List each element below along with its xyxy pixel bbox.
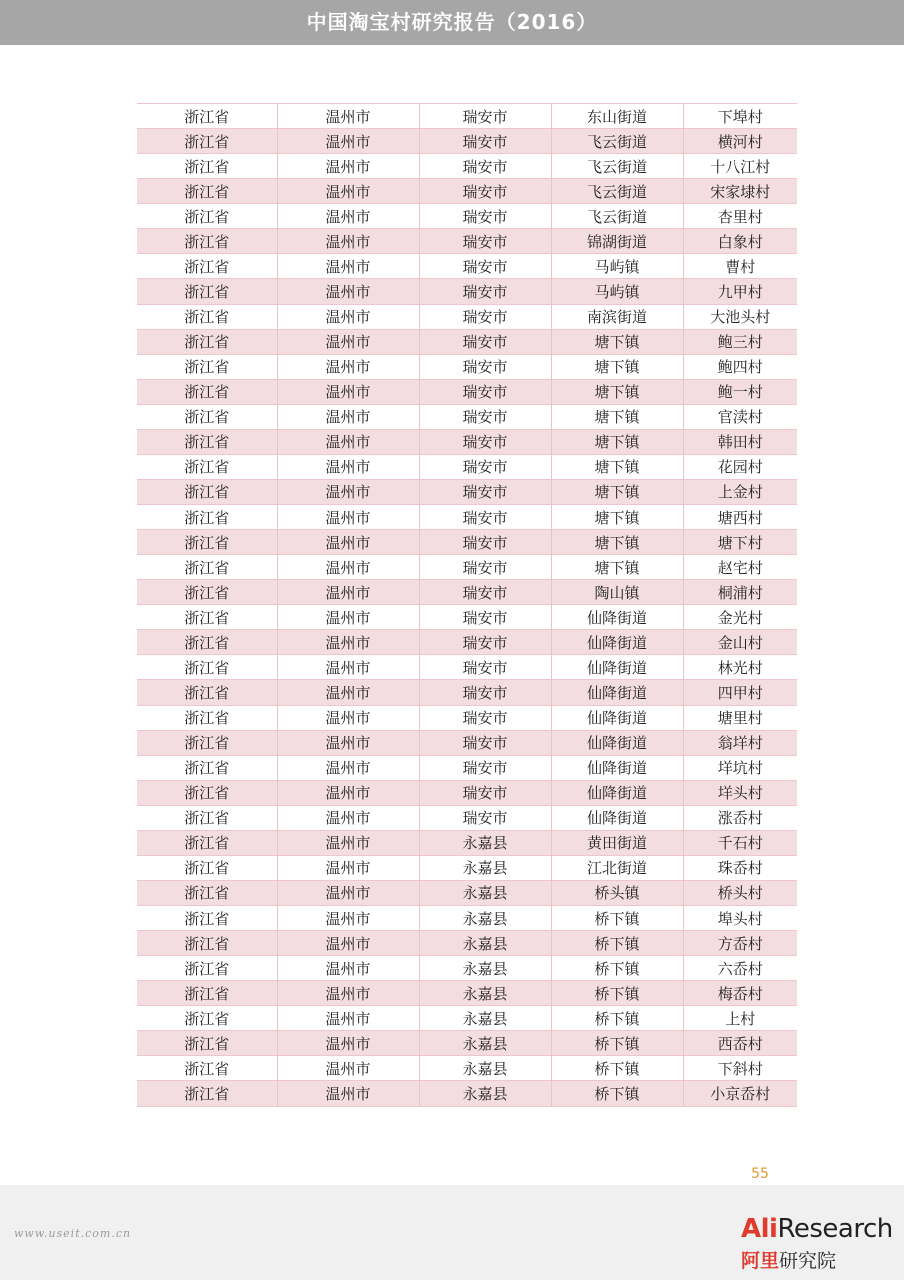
county-cell: 瑞安市 [419, 530, 551, 555]
town-cell: 仙降街道 [551, 630, 683, 655]
city-cell: 温州市 [277, 906, 419, 931]
city-cell: 温州市 [277, 880, 419, 905]
village-cell: 塘里村 [683, 705, 797, 730]
village-cell: 韩田村 [683, 429, 797, 454]
county-cell: 永嘉县 [419, 956, 551, 981]
province-cell: 浙江省 [137, 931, 277, 956]
city-cell: 温州市 [277, 956, 419, 981]
village-cell: 方岙村 [683, 931, 797, 956]
county-cell: 永嘉县 [419, 931, 551, 956]
table-row [137, 454, 797, 479]
table-row [137, 981, 797, 1006]
city-cell: 温州市 [277, 104, 419, 129]
table-row [137, 580, 797, 605]
city-cell: 温州市 [277, 454, 419, 479]
county-cell: 瑞安市 [419, 730, 551, 755]
city-cell: 温州市 [277, 154, 419, 179]
province-cell: 浙江省 [137, 379, 277, 404]
village-cell: 金山村 [683, 630, 797, 655]
city-cell: 温州市 [277, 129, 419, 154]
village-cell: 上金村 [683, 479, 797, 504]
city-cell: 温州市 [277, 379, 419, 404]
province-cell: 浙江省 [137, 780, 277, 805]
county-cell: 永嘉县 [419, 906, 551, 931]
town-cell: 黄田街道 [551, 830, 683, 855]
town-cell: 马屿镇 [551, 254, 683, 279]
province-cell: 浙江省 [137, 229, 277, 254]
town-cell: 仙降街道 [551, 680, 683, 705]
village-cell: 埠头村 [683, 906, 797, 931]
table-row [137, 780, 797, 805]
province-cell: 浙江省 [137, 630, 277, 655]
city-cell: 温州市 [277, 479, 419, 504]
province-cell: 浙江省 [137, 555, 277, 580]
city-cell: 温州市 [277, 404, 419, 429]
province-cell: 浙江省 [137, 329, 277, 354]
province-cell: 浙江省 [137, 1056, 277, 1081]
city-cell: 温州市 [277, 530, 419, 555]
report-title: 中国淘宝村研究报告（2016） [306, 10, 598, 34]
county-cell: 瑞安市 [419, 479, 551, 504]
county-cell: 永嘉县 [419, 880, 551, 905]
county-cell: 瑞安市 [419, 229, 551, 254]
county-cell: 瑞安市 [419, 605, 551, 630]
province-cell: 浙江省 [137, 1006, 277, 1031]
table-row [137, 429, 797, 454]
city-cell: 温州市 [277, 780, 419, 805]
county-cell: 永嘉县 [419, 1006, 551, 1031]
county-cell: 瑞安市 [419, 404, 551, 429]
village-cell: 鲍三村 [683, 329, 797, 354]
province-cell: 浙江省 [137, 530, 277, 555]
town-cell: 桥下镇 [551, 1006, 683, 1031]
city-cell: 温州市 [277, 855, 419, 880]
province-cell: 浙江省 [137, 880, 277, 905]
county-cell: 瑞安市 [419, 204, 551, 229]
village-cell: 上村 [683, 1006, 797, 1031]
village-cell: 花园村 [683, 454, 797, 479]
province-cell: 浙江省 [137, 830, 277, 855]
county-cell: 瑞安市 [419, 329, 551, 354]
town-cell: 桥下镇 [551, 906, 683, 931]
county-cell: 永嘉县 [419, 855, 551, 880]
province-cell: 浙江省 [137, 505, 277, 530]
town-cell: 仙降街道 [551, 705, 683, 730]
province-cell: 浙江省 [137, 730, 277, 755]
province-cell: 浙江省 [137, 129, 277, 154]
county-cell: 瑞安市 [419, 279, 551, 304]
town-cell: 马屿镇 [551, 279, 683, 304]
village-cell: 九甲村 [683, 279, 797, 304]
city-cell: 温州市 [277, 505, 419, 530]
table-row [137, 354, 797, 379]
aliresearch-logo: AliResearch [741, 1214, 893, 1244]
village-cell: 小京岙村 [683, 1081, 797, 1106]
table-row [137, 329, 797, 354]
city-cell: 温州市 [277, 630, 419, 655]
county-cell: 永嘉县 [419, 1081, 551, 1106]
table-row [137, 1056, 797, 1081]
province-cell: 浙江省 [137, 906, 277, 931]
province-cell: 浙江省 [137, 1081, 277, 1106]
county-cell: 瑞安市 [419, 780, 551, 805]
province-cell: 浙江省 [137, 479, 277, 504]
town-cell: 仙降街道 [551, 730, 683, 755]
province-cell: 浙江省 [137, 655, 277, 680]
village-cell: 金光村 [683, 605, 797, 630]
table-row [137, 755, 797, 780]
town-cell: 南滨街道 [551, 304, 683, 329]
table-row [137, 680, 797, 705]
town-cell: 桥下镇 [551, 956, 683, 981]
city-cell: 温州市 [277, 179, 419, 204]
village-cell: 十八江村 [683, 154, 797, 179]
village-cell: 塘下村 [683, 530, 797, 555]
table-row [137, 830, 797, 855]
table-row [137, 530, 797, 555]
town-cell: 东山街道 [551, 104, 683, 129]
town-cell: 塘下镇 [551, 354, 683, 379]
city-cell: 温州市 [277, 680, 419, 705]
town-cell: 桥头镇 [551, 880, 683, 905]
county-cell: 瑞安市 [419, 630, 551, 655]
village-cell: 赵宅村 [683, 555, 797, 580]
village-cell: 桐浦村 [683, 580, 797, 605]
village-cell: 白象村 [683, 229, 797, 254]
town-cell: 桥下镇 [551, 931, 683, 956]
town-cell: 桥下镇 [551, 981, 683, 1006]
city-cell: 温州市 [277, 555, 419, 580]
village-cell: 塘西村 [683, 505, 797, 530]
village-cell: 官渎村 [683, 404, 797, 429]
table-row [137, 956, 797, 981]
city-cell: 温州市 [277, 580, 419, 605]
province-cell: 浙江省 [137, 104, 277, 129]
town-cell: 桥下镇 [551, 1081, 683, 1106]
table-row [137, 805, 797, 830]
town-cell: 江北街道 [551, 855, 683, 880]
town-cell: 塘下镇 [551, 379, 683, 404]
province-cell: 浙江省 [137, 154, 277, 179]
table-row [137, 379, 797, 404]
table-row [137, 906, 797, 931]
city-cell: 温州市 [277, 1081, 419, 1106]
city-cell: 温州市 [277, 1031, 419, 1056]
table-row [137, 154, 797, 179]
county-cell: 永嘉县 [419, 1031, 551, 1056]
town-cell: 桥下镇 [551, 1056, 683, 1081]
village-cell: 鲍四村 [683, 354, 797, 379]
county-cell: 瑞安市 [419, 429, 551, 454]
county-cell: 瑞安市 [419, 354, 551, 379]
village-cell: 桥头村 [683, 880, 797, 905]
province-cell: 浙江省 [137, 605, 277, 630]
province-cell: 浙江省 [137, 1031, 277, 1056]
town-cell: 仙降街道 [551, 655, 683, 680]
county-cell: 瑞安市 [419, 505, 551, 530]
table-row [137, 129, 797, 154]
table-row [137, 855, 797, 880]
province-cell: 浙江省 [137, 981, 277, 1006]
county-cell: 瑞安市 [419, 129, 551, 154]
town-cell: 塘下镇 [551, 555, 683, 580]
town-cell: 塘下镇 [551, 454, 683, 479]
county-cell: 瑞安市 [419, 555, 551, 580]
city-cell: 温州市 [277, 304, 419, 329]
city-cell: 温州市 [277, 229, 419, 254]
city-cell: 温州市 [277, 705, 419, 730]
city-cell: 温州市 [277, 730, 419, 755]
village-cell: 垟坑村 [683, 755, 797, 780]
county-cell: 瑞安市 [419, 179, 551, 204]
village-cell: 曹村 [683, 254, 797, 279]
city-cell: 温州市 [277, 805, 419, 830]
city-cell: 温州市 [277, 830, 419, 855]
village-cell: 下斜村 [683, 1056, 797, 1081]
province-cell: 浙江省 [137, 254, 277, 279]
table-row [137, 204, 797, 229]
village-cell: 杏里村 [683, 204, 797, 229]
taobao-village-table [137, 103, 797, 1107]
watermark-text: www.useit.com.cn [14, 1227, 132, 1240]
village-cell: 千石村 [683, 830, 797, 855]
town-cell: 锦湖街道 [551, 229, 683, 254]
town-cell: 塘下镇 [551, 429, 683, 454]
table-row [137, 404, 797, 429]
table-row [137, 1081, 797, 1106]
village-cell: 垟头村 [683, 780, 797, 805]
table-row [137, 655, 797, 680]
province-cell: 浙江省 [137, 755, 277, 780]
table-row [137, 880, 797, 905]
city-cell: 温州市 [277, 755, 419, 780]
city-cell: 温州市 [277, 329, 419, 354]
county-cell: 永嘉县 [419, 1056, 551, 1081]
table-row [137, 1031, 797, 1056]
town-cell: 塘下镇 [551, 505, 683, 530]
province-cell: 浙江省 [137, 454, 277, 479]
province-cell: 浙江省 [137, 204, 277, 229]
town-cell: 飞云街道 [551, 154, 683, 179]
village-cell: 四甲村 [683, 680, 797, 705]
city-cell: 温州市 [277, 279, 419, 304]
province-cell: 浙江省 [137, 404, 277, 429]
table-row [137, 605, 797, 630]
province-cell: 浙江省 [137, 580, 277, 605]
province-cell: 浙江省 [137, 279, 277, 304]
village-cell: 六岙村 [683, 956, 797, 981]
table-row [137, 229, 797, 254]
city-cell: 温州市 [277, 204, 419, 229]
village-cell: 大池头村 [683, 304, 797, 329]
city-cell: 温州市 [277, 254, 419, 279]
town-cell: 塘下镇 [551, 479, 683, 504]
province-cell: 浙江省 [137, 805, 277, 830]
village-cell: 西岙村 [683, 1031, 797, 1056]
table-row [137, 1006, 797, 1031]
town-cell: 陶山镇 [551, 580, 683, 605]
table-row [137, 304, 797, 329]
province-cell: 浙江省 [137, 680, 277, 705]
city-cell: 温州市 [277, 1056, 419, 1081]
village-cell: 鲍一村 [683, 379, 797, 404]
table-row [137, 505, 797, 530]
table-row [137, 179, 797, 204]
town-cell: 飞云街道 [551, 204, 683, 229]
town-cell: 飞云街道 [551, 129, 683, 154]
village-cell: 宋家埭村 [683, 179, 797, 204]
table-row [137, 479, 797, 504]
city-cell: 温州市 [277, 981, 419, 1006]
village-cell: 下埠村 [683, 104, 797, 129]
town-cell: 塘下镇 [551, 530, 683, 555]
village-cell: 梅岙村 [683, 981, 797, 1006]
page-header [0, 0, 904, 45]
county-cell: 瑞安市 [419, 154, 551, 179]
county-cell: 瑞安市 [419, 104, 551, 129]
province-cell: 浙江省 [137, 429, 277, 454]
county-cell: 瑞安市 [419, 454, 551, 479]
village-cell: 横河村 [683, 129, 797, 154]
town-cell: 塘下镇 [551, 404, 683, 429]
village-cell: 珠岙村 [683, 855, 797, 880]
city-cell: 温州市 [277, 354, 419, 379]
village-cell: 涨岙村 [683, 805, 797, 830]
town-cell: 桥下镇 [551, 1031, 683, 1056]
province-cell: 浙江省 [137, 705, 277, 730]
table-row [137, 104, 797, 129]
table-row [137, 630, 797, 655]
aliresearch-logo-cn: 阿里研究院 [741, 1250, 837, 1272]
county-cell: 永嘉县 [419, 830, 551, 855]
province-cell: 浙江省 [137, 304, 277, 329]
county-cell: 瑞安市 [419, 580, 551, 605]
city-cell: 温州市 [277, 655, 419, 680]
page-number: 55 [751, 1166, 769, 1182]
table-row [137, 931, 797, 956]
table-row [137, 555, 797, 580]
city-cell: 温州市 [277, 429, 419, 454]
county-cell: 瑞安市 [419, 254, 551, 279]
county-cell: 瑞安市 [419, 655, 551, 680]
town-cell: 飞云街道 [551, 179, 683, 204]
county-cell: 瑞安市 [419, 755, 551, 780]
county-cell: 永嘉县 [419, 981, 551, 1006]
table-row [137, 254, 797, 279]
province-cell: 浙江省 [137, 179, 277, 204]
town-cell: 仙降街道 [551, 780, 683, 805]
table-row [137, 730, 797, 755]
town-cell: 仙降街道 [551, 805, 683, 830]
county-cell: 瑞安市 [419, 705, 551, 730]
table-row [137, 279, 797, 304]
town-cell: 仙降街道 [551, 605, 683, 630]
city-cell: 温州市 [277, 931, 419, 956]
county-cell: 瑞安市 [419, 379, 551, 404]
county-cell: 瑞安市 [419, 805, 551, 830]
county-cell: 瑞安市 [419, 304, 551, 329]
city-cell: 温州市 [277, 605, 419, 630]
county-cell: 瑞安市 [419, 680, 551, 705]
village-cell: 翁垟村 [683, 730, 797, 755]
town-cell: 仙降街道 [551, 755, 683, 780]
city-cell: 温州市 [277, 1006, 419, 1031]
table-row [137, 705, 797, 730]
village-cell: 林光村 [683, 655, 797, 680]
town-cell: 塘下镇 [551, 329, 683, 354]
province-cell: 浙江省 [137, 354, 277, 379]
province-cell: 浙江省 [137, 956, 277, 981]
province-cell: 浙江省 [137, 855, 277, 880]
